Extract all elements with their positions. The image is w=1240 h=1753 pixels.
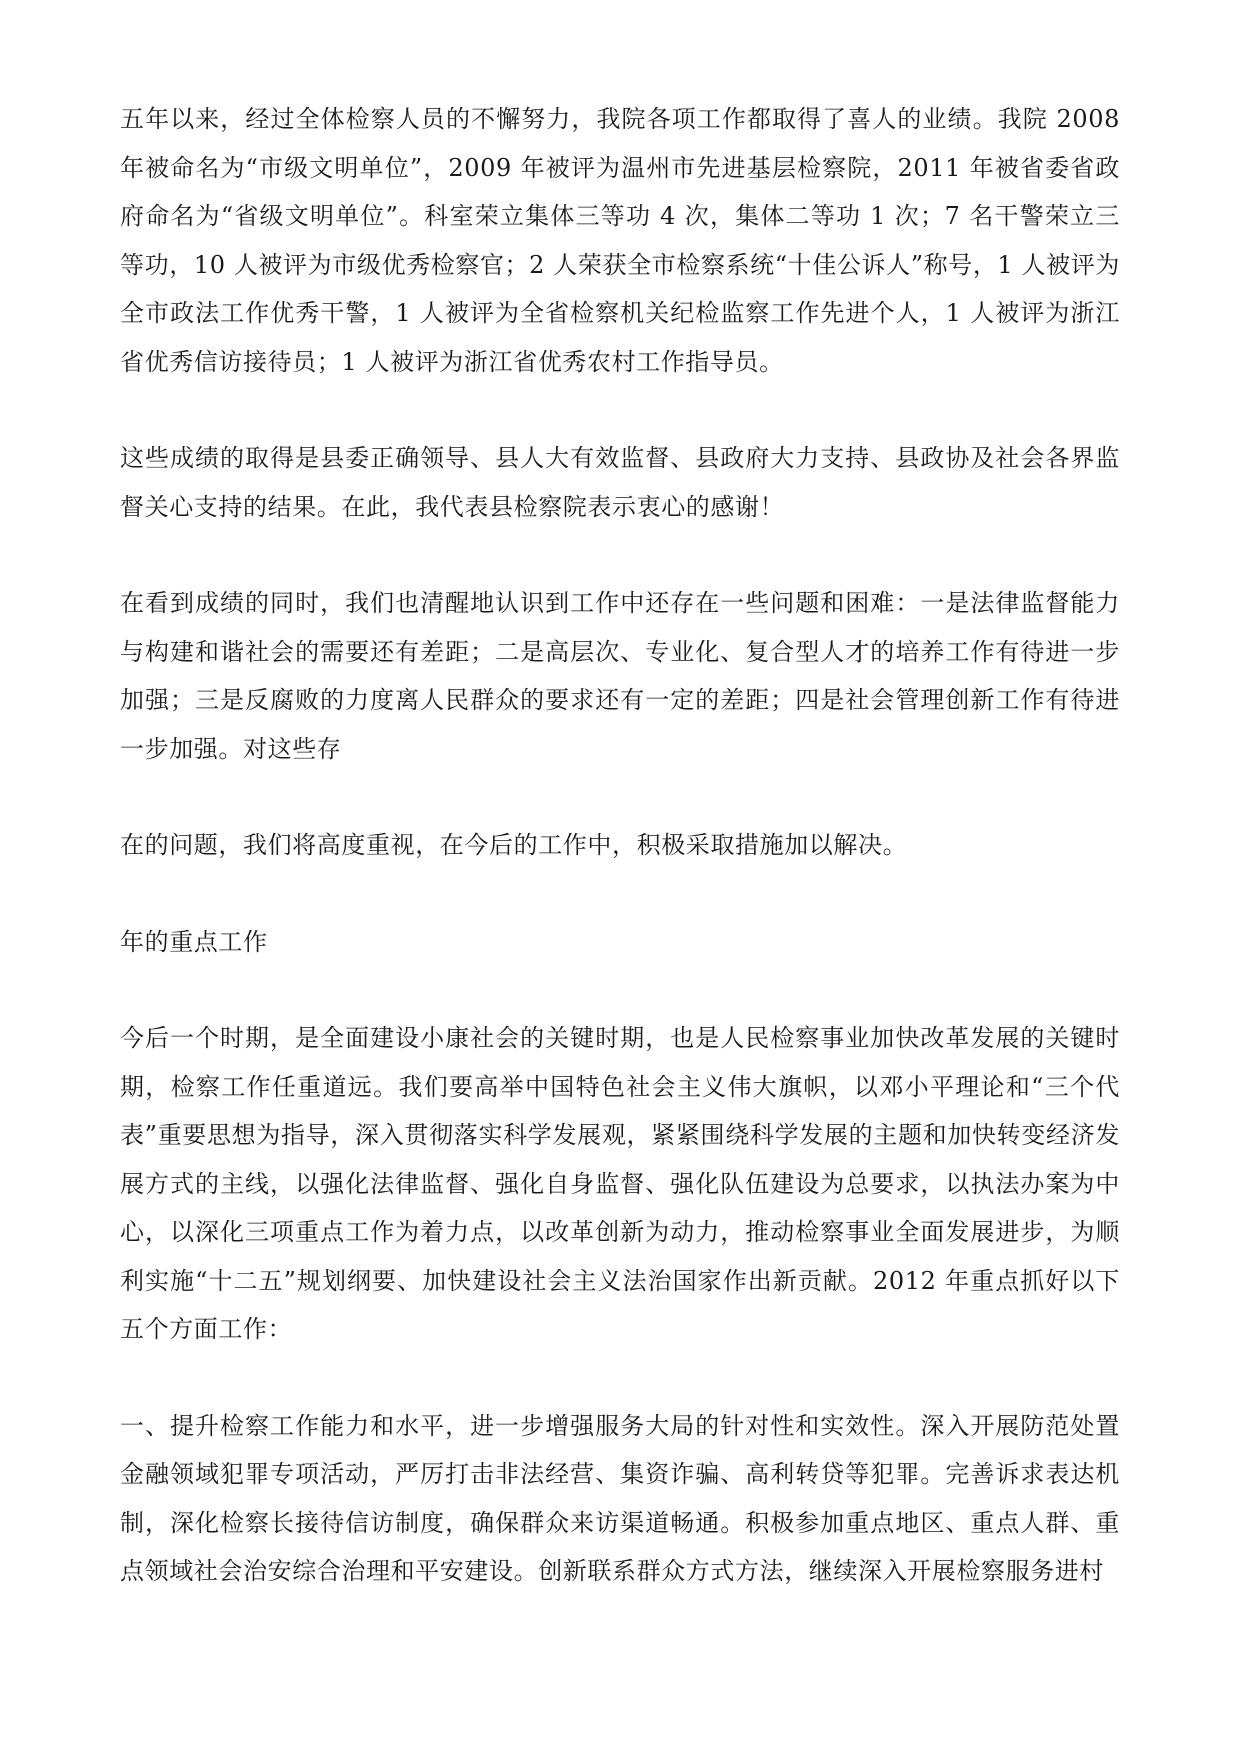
paragraph-problems: 在看到成绩的同时，我们也清醒地认识到工作中还存在一些问题和困难：一是法律监督能力与构建和谐社会的需要还有差距；二是高层次、专业化、复合型人才的培养工作有待进一步加强；三是反腐败的力度离人民群众的要求还有一定的差距；四是社会管理创新工作有待进一步加强。对这些存 — [120, 589, 1120, 763]
paragraph-problems-continued: 在的问题，我们将高度重视，在今后的工作中，积极采取措施加以解决。 — [120, 831, 908, 859]
section-heading-key-work: 年的重点工作 — [120, 927, 268, 956]
paragraph-item-one: 一、提升检察工作能力和水平，进一步增强服务大局的针对性和实效性。深入开展防范处置金融领域犯罪专项活动，严厉打击非法经营、集资诈骗、高利转贷等犯罪。完善诉求表达机制，深化检察长接待信访制度，确保群众来访渠道畅通。积极参加重点地区、重点人群、重点领域社会治安综合治理和平安建设。创新联系群众方式方法，继续深入开展检察服务进村 — [120, 1411, 1120, 1585]
document-page — [120, 95, 1120, 1596]
paragraph-thanks: 这些成绩的取得是县委正确领导、县人大有效监督、县政府大力支持、县政协及社会各界监督关心支持的结果。在此，我代表县检察院表示衷心的感谢！ — [120, 444, 1120, 521]
paragraph-outlook: 今后一个时期，是全面建设小康社会的关键时期，也是人民检察事业加快改革发展的关键时期，检察工作任重道远。我们要高举中国特色社会主义伟大旗帜，以邓小平理论和“三个代表”重要思想为指导，深入贯彻落实科学发展观，紧紧围绕科学发展的主题和加快转变经济发展方式的主线，以强化法律监督、强化自身监督、强化队伍建设为总要求，以执法办案为中心，以深化三项重点工作为着力点，以改革创新为动力，推动检察事业全面发展进步，为顺利实施“十二五”规划纲要、加快建设社会主义法治国家作出新贡献。2012 年重点抓好以下五个方面工作： — [120, 1024, 1120, 1343]
paragraph-achievements: 五年以来，经过全体检察人员的不懈努力，我院各项工作都取得了喜人的业绩。我院 2008 年被命名为“市级文明单位”，2009 年被评为温州市先进基层检察院，2011 年被省委省政府命名为“省级文明单位”。科室荣立集体三等功 4 次，集体二等功 1 次；7 名干警荣立三等功，10 人被评为市级优秀检察官；2 人荣获全市检察系统“十佳公诉人”称号，1 人被评为全市政法工作优秀干警，1 人被评为全省检察机关纪检监察工作先进个人，1 人被评为浙江省优秀信访接待员；1 人被评为浙江省优秀农村工作指导员。 — [120, 105, 1120, 376]
